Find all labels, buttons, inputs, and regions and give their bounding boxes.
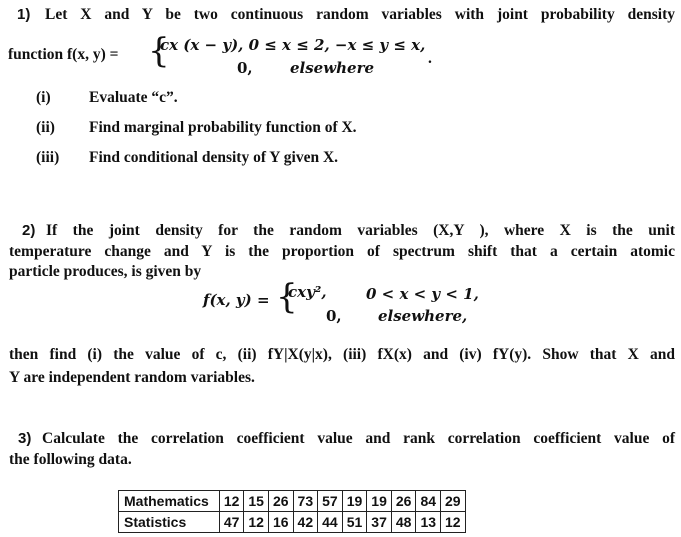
row-label-mathematics: Mathematics [119, 491, 220, 512]
table-row-mathematics [119, 491, 466, 512]
q1-function-label: function f(x, y) = [8, 46, 119, 63]
q1-part-ii-roman: (ii) [36, 119, 55, 136]
q3-line2: the following data. [9, 451, 132, 468]
table-cell: 12 [219, 491, 244, 512]
q1-brace-icon: { [148, 31, 170, 71]
q3-line1: Calculate the correlation coefficient value and rank correlation coefficient value of [42, 430, 675, 447]
table-cell: 16 [268, 512, 293, 533]
q2-case1-cond: 0 < x < y < 1, [366, 285, 479, 303]
q1-case1: cx (x − y), 0 ≤ x ≤ 2, −x ≤ y ≤ x, [160, 36, 426, 54]
q1-part-ii-text: Find marginal probability function of X. [89, 119, 357, 136]
table-cell: 19 [367, 491, 392, 512]
q2-case2-cond: elsewhere, [378, 307, 468, 325]
table-cell: 37 [367, 512, 392, 533]
table-cell: 57 [318, 491, 343, 512]
q2-brace-icon: { [276, 277, 298, 317]
q1-line1: Let X and Y be two continuous random variables with joint probability density [45, 6, 675, 23]
table-cell: 13 [416, 512, 441, 533]
table-cell: 12 [441, 512, 466, 533]
q1-period: . [428, 50, 432, 67]
table-cell: 12 [244, 512, 269, 533]
q2-line1: If the joint density for the random variables (X,Y ), where X is the unit [46, 222, 675, 239]
q1-part-iii-text: Find conditional density of Y given X. [89, 149, 339, 166]
table-cell: 47 [219, 512, 244, 533]
q2-line5: Y are independent random variables. [9, 369, 255, 386]
table-row-statistics [119, 512, 466, 533]
q1-case2-cond: elsewhere [290, 59, 375, 77]
table-cell: 51 [342, 512, 367, 533]
q1-number: 1) [17, 6, 31, 23]
table-cell: 26 [391, 491, 416, 512]
q1-part-i-text: Evaluate “c”. [89, 89, 178, 106]
table-cell: 15 [244, 491, 269, 512]
q2-line2: temperature change and Y is the proportion of spectrum shift that a certain atomic [9, 243, 675, 260]
row-label-statistics: Statistics [119, 512, 220, 533]
table-cell: 29 [441, 491, 466, 512]
q3-number: 3) [18, 430, 32, 447]
q1-part-i-roman: (i) [36, 89, 51, 106]
table-cell: 73 [293, 491, 318, 512]
q2-case1-expr: cxy², [288, 283, 327, 301]
table-cell: 84 [416, 491, 441, 512]
q2-number: 2) [22, 222, 36, 239]
q2-line4: then find (i) the value of c, (ii) fY|X(y|x), (iii) fX(x) and (iv) fY(y). Show that X and [9, 346, 675, 363]
q2-case2-value: 0, [326, 307, 342, 325]
q1-case2-value: 0, [237, 59, 253, 77]
data-table [118, 490, 466, 533]
q2-line3: particle produces, is given by [9, 263, 202, 280]
table-cell: 26 [268, 491, 293, 512]
table-cell: 48 [391, 512, 416, 533]
q2-function-label: f(x, y) = [203, 291, 270, 309]
table-cell: 19 [342, 491, 367, 512]
q1-part-iii-roman: (iii) [36, 149, 60, 166]
table-cell: 42 [293, 512, 318, 533]
table-cell: 44 [318, 512, 343, 533]
